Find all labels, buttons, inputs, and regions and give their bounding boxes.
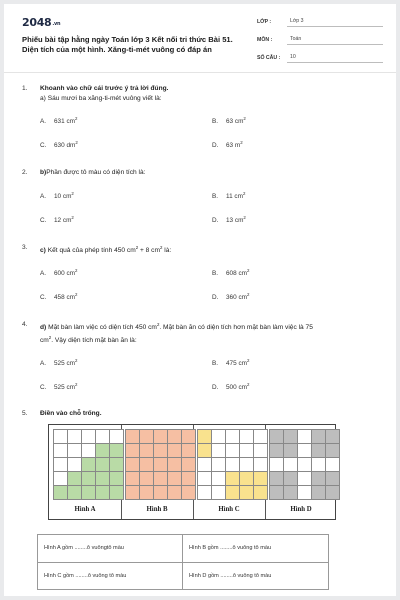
question-5	[22, 409, 380, 419]
shaded-cell	[312, 430, 326, 444]
empty-cell	[226, 430, 240, 444]
empty-cell	[326, 458, 340, 472]
empty-cell	[298, 458, 312, 472]
answer-option[interactable]: D. 63 $m^2$	[212, 140, 243, 149]
worksheet-page	[4, 4, 396, 596]
empty-cell	[212, 486, 226, 500]
empty-cell	[212, 430, 226, 444]
shaded-cell	[270, 472, 284, 486]
empty-cell	[212, 444, 226, 458]
answer-option[interactable]: B. 608 $cm^2$	[212, 268, 250, 277]
question-label: d)	[40, 324, 47, 331]
answer-option[interactable]: B. 63 $cm^2$	[212, 116, 246, 125]
empty-cell	[54, 458, 68, 472]
answer-option[interactable]: A. 525 $cm^2$	[40, 358, 78, 367]
shaded-cell	[126, 472, 140, 486]
shaded-cell	[312, 444, 326, 458]
empty-cell	[226, 444, 240, 458]
empty-cell	[68, 430, 82, 444]
meta-panel	[257, 16, 383, 70]
empty-cell	[212, 472, 226, 486]
answer-table	[37, 534, 329, 590]
empty-cell	[270, 458, 284, 472]
shaded-cell	[110, 486, 124, 500]
answer-option[interactable]: A. 600 $cm^2$	[40, 268, 78, 277]
grid-figure-d	[269, 429, 340, 500]
shaded-cell	[82, 486, 96, 500]
meta-row-class	[257, 16, 383, 27]
empty-cell	[68, 444, 82, 458]
shaded-cell	[182, 486, 196, 500]
shaded-cell	[270, 430, 284, 444]
question-text-cont: $cm^2$. Vậy diện tích mặt bàn ăn là:	[40, 335, 137, 344]
question-text: Phần được tô màu có diện tích là:	[46, 169, 146, 176]
grid-figure-b	[125, 429, 196, 500]
shapes-figure	[48, 424, 336, 520]
shaded-cell	[154, 444, 168, 458]
empty-cell	[298, 472, 312, 486]
question-1	[22, 84, 380, 104]
shaded-cell	[154, 486, 168, 500]
question-text: Kết quả của phép tính 450 $cm^2 + 8$ $cm^2$ là:	[47, 245, 172, 254]
meta-key: SỐ CÂU :	[257, 54, 281, 61]
shaded-cell	[284, 486, 298, 500]
question-text: Mặt bàn làm việc có diện tích 450 $cm^2$. Mặt bàn ăn có diện tích hơn mặt bàn làm việc là 75	[48, 322, 313, 331]
answer-option[interactable]: C. 525 $cm^2$	[40, 382, 78, 391]
shaded-cell	[326, 472, 340, 486]
empty-cell	[54, 472, 68, 486]
meta-value: Toán	[287, 34, 383, 45]
empty-cell	[82, 430, 96, 444]
question-text: a) Sáu mươi ba xăng-ti-mét vuông viết là:	[40, 95, 162, 102]
shaded-cell	[126, 458, 140, 472]
shaded-cell	[284, 430, 298, 444]
answer-option[interactable]: B. 11 $cm^2$	[212, 191, 246, 200]
shaded-cell	[154, 430, 168, 444]
answer-option[interactable]: C. 630 $dm^2$	[40, 140, 78, 149]
empty-cell	[254, 458, 268, 472]
answer-cell[interactable]: Hình C gồm ........ô vuông tô màu	[44, 573, 127, 579]
empty-cell	[54, 430, 68, 444]
figure-caption: Hình A	[74, 506, 96, 513]
answer-option[interactable]: D. 13 $cm^2$	[212, 215, 246, 224]
shaded-cell	[182, 430, 196, 444]
empty-cell	[298, 430, 312, 444]
meta-value: 10	[287, 52, 383, 63]
empty-cell	[298, 444, 312, 458]
shaded-cell	[140, 444, 154, 458]
empty-cell	[284, 458, 298, 472]
question-heading: Điền vào chỗ trống.	[40, 410, 102, 417]
shaded-cell	[168, 444, 182, 458]
answer-option[interactable]: C. 12 $cm^2$	[40, 215, 74, 224]
answer-option[interactable]: A. 10 $cm^2$	[40, 191, 74, 200]
shaded-cell	[226, 486, 240, 500]
question-number: 1.	[22, 85, 28, 92]
answer-option[interactable]: D. 360 $cm^2$	[212, 292, 250, 301]
question-label: b)	[40, 169, 47, 176]
shaded-cell	[140, 430, 154, 444]
shaded-cell	[110, 458, 124, 472]
shaded-cell	[126, 430, 140, 444]
grid-figure-a	[53, 429, 124, 500]
shaded-cell	[284, 444, 298, 458]
shaded-cell	[110, 472, 124, 486]
shaded-cell	[168, 430, 182, 444]
shaded-cell	[240, 486, 254, 500]
meta-key: LỚP :	[257, 18, 272, 25]
shaded-cell	[140, 458, 154, 472]
shaded-cell	[96, 444, 110, 458]
shaded-cell	[168, 486, 182, 500]
empty-cell	[312, 458, 326, 472]
shaded-cell	[254, 472, 268, 486]
answer-cell[interactable]: Hình A gồm ........ô vuôngtô màu	[44, 545, 124, 551]
shaded-cell	[68, 486, 82, 500]
page-title: Phiếu bài tập hằng ngày Toán lớp 3 Kết nối tri thức Bài 51. Diện tích của một hình. Xăng-ti-mét vuông có đáp án	[22, 35, 233, 54]
shaded-cell	[110, 444, 124, 458]
shaded-cell	[154, 472, 168, 486]
question-number: 2.	[22, 169, 28, 176]
shaded-cell	[82, 472, 96, 486]
header-divider	[4, 72, 396, 73]
empty-cell	[298, 486, 312, 500]
shaded-cell	[198, 430, 212, 444]
empty-cell	[198, 486, 212, 500]
site-logo[interactable]: 2048.vn	[22, 16, 61, 29]
shaded-cell	[126, 444, 140, 458]
shaded-cell	[240, 472, 254, 486]
answer-option[interactable]: B. 475 $cm^2$	[212, 358, 250, 367]
shaded-cell	[126, 486, 140, 500]
shaded-cell	[96, 486, 110, 500]
table-divider	[182, 535, 183, 589]
meta-row-subject	[257, 34, 383, 45]
question-4	[22, 320, 380, 346]
empty-cell	[68, 458, 82, 472]
answer-option[interactable]: D. 500 $cm^2$	[212, 382, 250, 391]
question-number: 3.	[22, 244, 28, 251]
shaded-cell	[54, 486, 68, 500]
shaded-cell	[140, 486, 154, 500]
question-number: 5.	[22, 410, 28, 417]
empty-cell	[240, 444, 254, 458]
meta-row-count	[257, 52, 383, 63]
shaded-cell	[312, 472, 326, 486]
shaded-cell	[96, 472, 110, 486]
empty-cell	[54, 444, 68, 458]
answer-cell[interactable]: Hình D gồm ........ô vuông tô màu	[189, 573, 272, 579]
meta-value: Lớp 3	[287, 16, 383, 27]
shaded-cell	[140, 472, 154, 486]
shaded-cell	[284, 472, 298, 486]
figure-caption: Hình D	[290, 506, 312, 513]
grid-figure-c	[197, 429, 268, 500]
answer-cell[interactable]: Hình B gồm ........ô vuông tô màu	[189, 545, 272, 551]
question-2	[22, 168, 380, 178]
shaded-cell	[182, 458, 196, 472]
empty-cell	[96, 430, 110, 444]
shaded-cell	[270, 444, 284, 458]
empty-cell	[198, 472, 212, 486]
shaded-cell	[182, 444, 196, 458]
empty-cell	[212, 458, 226, 472]
shaded-cell	[270, 486, 284, 500]
empty-cell	[198, 458, 212, 472]
shaded-cell	[182, 472, 196, 486]
shaded-cell	[254, 486, 268, 500]
shaded-cell	[226, 472, 240, 486]
empty-cell	[254, 444, 268, 458]
question-label: c)	[40, 247, 46, 254]
shaded-cell	[168, 472, 182, 486]
shaded-cell	[168, 458, 182, 472]
shaded-cell	[312, 486, 326, 500]
empty-cell	[240, 458, 254, 472]
shaded-cell	[96, 458, 110, 472]
empty-cell	[254, 430, 268, 444]
shaded-cell	[326, 486, 340, 500]
shaded-cell	[326, 430, 340, 444]
empty-cell	[240, 430, 254, 444]
empty-cell	[110, 430, 124, 444]
shaded-cell	[326, 444, 340, 458]
answer-option[interactable]: C. 458 $cm^2$	[40, 292, 78, 301]
shaded-cell	[68, 472, 82, 486]
shaded-cell	[82, 458, 96, 472]
meta-key: MÔN :	[257, 36, 273, 43]
question-number: 4.	[22, 321, 28, 328]
empty-cell	[82, 444, 96, 458]
shaded-cell	[198, 444, 212, 458]
figure-caption: Hình B	[146, 506, 168, 513]
question-heading: Khoanh vào chữ cái trước ý trả lời đúng.	[40, 85, 169, 92]
empty-cell	[226, 458, 240, 472]
figure-caption: Hình C	[218, 506, 240, 513]
shaded-cell	[154, 458, 168, 472]
table-divider	[38, 562, 328, 563]
question-3	[22, 243, 380, 256]
answer-option[interactable]: A. 631 $cm^2$	[40, 116, 78, 125]
